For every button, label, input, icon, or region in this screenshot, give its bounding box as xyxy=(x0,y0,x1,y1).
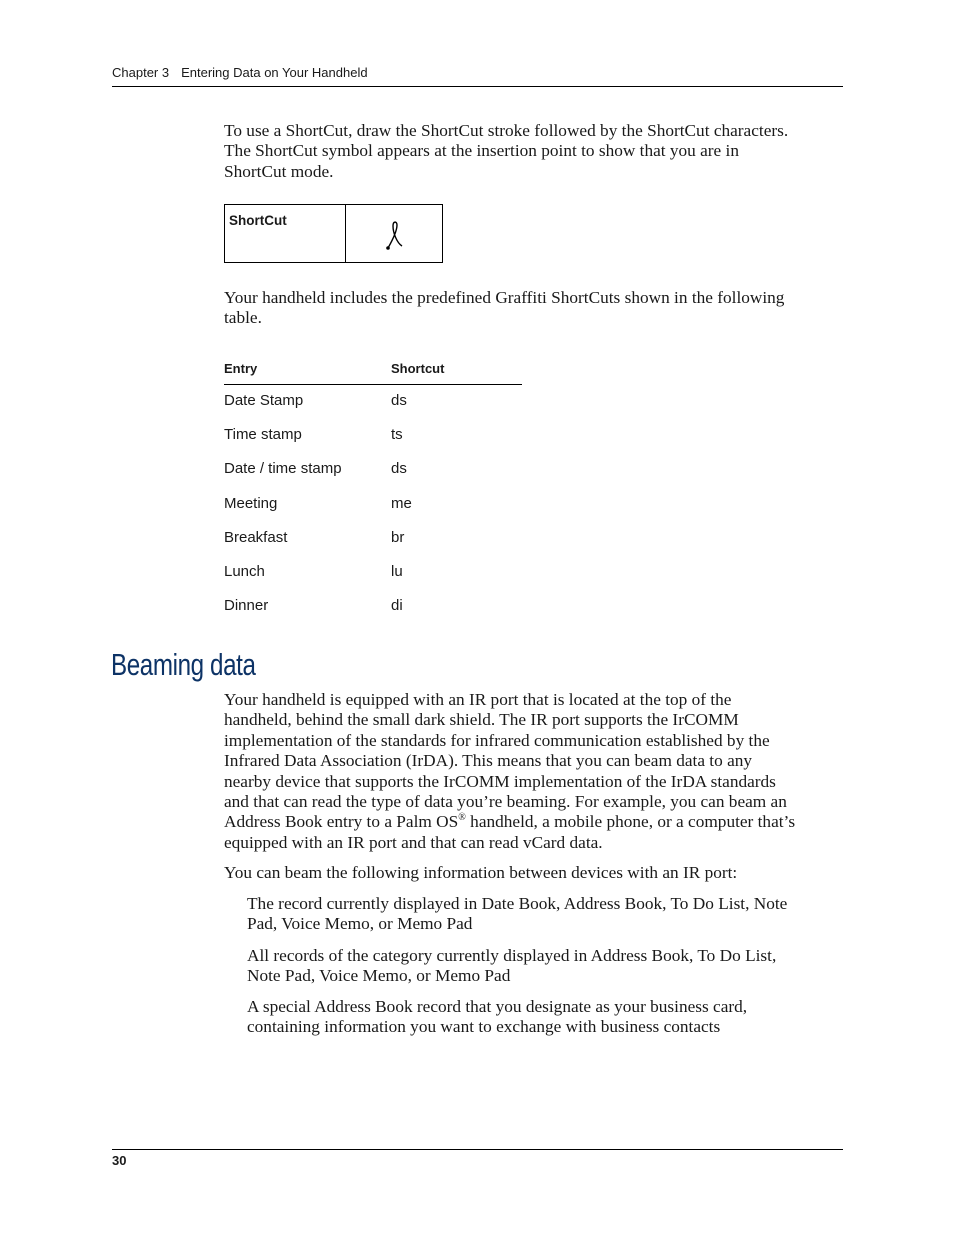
beam-intro-paragraph: You can beam the following information between devices with an IR port: xyxy=(224,863,738,882)
table-row-shortcut: di xyxy=(391,597,403,614)
list-item: All records of the category currently displayed in Address Book, To Do List, Note Pad, Voice Memo, or Memo Pad xyxy=(247,946,777,986)
list-item: A special Address Book record that you designate as your business card, containing information you want to exchange with business contacts xyxy=(247,997,748,1037)
intro-paragraph: To use a ShortCut, draw the ShortCut stroke followed by the ShortCut characters. The ShortCut symbol appears at the insertion point to show that you are in ShortCut mode. xyxy=(224,121,789,181)
table-row-shortcut: ds xyxy=(391,392,407,409)
shortcut-symbol-box xyxy=(224,204,443,263)
table-header-shortcut: Shortcut xyxy=(391,361,445,376)
table-row-entry: Dinner xyxy=(224,597,269,614)
table-header-rule xyxy=(224,384,522,385)
table-row-entry: Breakfast xyxy=(224,529,288,546)
chapter-title: Entering Data on Your Handheld xyxy=(181,65,368,80)
running-header xyxy=(112,65,368,80)
table-row-entry: Time stamp xyxy=(224,426,302,443)
list-item: The record currently displayed in Date Book, Address Book, To Do List, Note Pad, Voice Memo, or Memo Pad xyxy=(247,894,788,934)
footer-rule xyxy=(112,1149,843,1150)
header-rule xyxy=(112,86,843,87)
table-row-shortcut: ds xyxy=(391,460,407,477)
table-row-entry: Date Stamp xyxy=(224,392,304,409)
beaming-body-paragraph: Your handheld is equipped with an IR port that is located at the top of the handheld, behind the small dark shield. The IR port supports the IrCOMM implementation of the standards for infrared communication established by the Infrared Data Association (IrDA). This means that you can beam data to any nearby device that supports the IrCOMM implementation of the IrDA standards and that can read the type of data you’re beaming. For example, you can beam an Address Book entry to a Palm OS® handheld, a mobile phone, or a computer that’s equipped with an IR port and that can read vCard data. xyxy=(224,690,796,852)
chapter-label: Chapter 3 xyxy=(112,65,170,80)
shortcut-stroke-icon xyxy=(380,219,410,253)
table-row-shortcut: me xyxy=(391,495,412,512)
predefined-paragraph: Your handheld includes the predefined Graffiti ShortCuts shown in the following table. xyxy=(224,288,785,328)
table-row-entry: Lunch xyxy=(224,563,265,580)
table-row-shortcut: ts xyxy=(391,426,403,443)
table-header-entry: Entry xyxy=(224,361,258,376)
table-row-shortcut: lu xyxy=(391,563,403,580)
shortcut-label: ShortCut xyxy=(229,213,287,228)
table-row-entry: Meeting xyxy=(224,495,278,512)
section-heading: Beaming data xyxy=(111,647,256,682)
page-number: 30 xyxy=(112,1153,127,1168)
table-row-shortcut: br xyxy=(391,529,405,546)
table-row-entry: Date / time stamp xyxy=(224,460,342,477)
